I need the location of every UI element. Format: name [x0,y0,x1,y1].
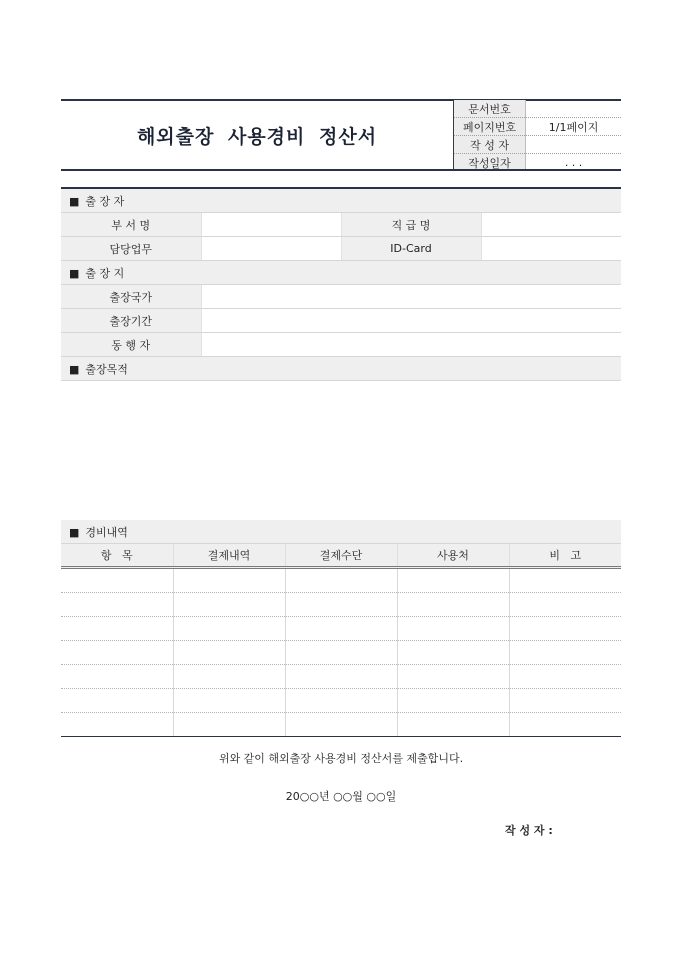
author-value[interactable] [526,136,621,154]
expense-cell[interactable] [173,665,285,689]
date-label: 작성일자 [454,154,526,172]
expense-cell[interactable] [61,665,173,689]
table-row [61,593,621,617]
submission-date[interactable]: 20○○년 ○○월 ○○일 [285,790,397,803]
expense-section-header [61,520,621,544]
purpose-section-header [61,357,621,381]
table-row [61,689,621,713]
expense-cell[interactable] [173,689,285,713]
companion-label: 동 행 자 [61,333,201,357]
column-header-item: 항 목 [61,544,173,568]
document-title: 해외출장 사용경비 정산서 [136,125,378,148]
traveler-section-header [61,189,621,213]
section-square-icon: ■ [69,362,80,376]
expense-cell[interactable] [285,713,397,737]
section-square-icon: ■ [69,525,80,539]
meta-row-page-number [454,118,622,136]
idcard-field[interactable] [481,237,621,261]
duty-field[interactable] [201,237,341,261]
author-label: 작 성 자 [454,136,526,154]
column-header-remarks: 비 고 [509,544,621,568]
expense-cell[interactable] [509,593,621,617]
table-row [61,665,621,689]
period-field[interactable] [201,309,621,333]
traveler-row-1 [61,213,621,237]
expense-cell[interactable] [397,665,509,689]
expense-cell[interactable] [61,593,173,617]
document-meta-table [453,100,621,171]
expense-cell[interactable] [285,641,397,665]
meta-row-author [454,136,622,154]
rank-field[interactable] [481,213,621,237]
expense-cell[interactable] [285,568,397,593]
period-label: 출장기간 [61,309,201,333]
expense-cell[interactable] [61,568,173,593]
expense-cell[interactable] [509,713,621,737]
period-row [61,309,621,333]
expense-cell[interactable] [397,689,509,713]
expense-column-header-row [61,544,621,568]
header-bottom-rule [61,169,621,171]
expense-cell[interactable] [61,641,173,665]
purpose-text-area[interactable] [61,383,621,520]
writer-signature-label: 작 성 자 : [505,824,553,837]
expense-cell[interactable] [397,713,509,737]
expense-cell[interactable] [509,641,621,665]
purpose-section-row [61,357,621,381]
destination-section-row [61,261,621,285]
trip-info-table [61,189,621,381]
country-row [61,285,621,309]
country-field[interactable] [201,285,621,309]
dept-label: 부 서 명 [61,213,201,237]
section-square-icon: ■ [69,266,80,280]
doc-number-label: 문서번호 [454,100,526,118]
table-row [61,617,621,641]
column-header-place: 사용처 [397,544,509,568]
expense-cell[interactable] [61,689,173,713]
table-row [61,713,621,737]
expense-cell[interactable] [509,689,621,713]
doc-number-value[interactable] [526,100,621,118]
destination-section-header [61,261,621,285]
traveler-section-row [61,189,621,213]
expense-cell[interactable] [173,593,285,617]
section-square-icon: ■ [69,194,80,208]
table-row [61,568,621,593]
companion-field[interactable] [201,333,621,357]
page-number-label: 페이지번호 [454,118,526,136]
expense-cell[interactable] [509,568,621,593]
meta-row-doc-number [454,100,622,118]
expense-cell[interactable] [509,617,621,641]
expense-cell[interactable] [509,665,621,689]
expense-cell[interactable] [61,713,173,737]
column-header-payment-method: 결제수단 [285,544,397,568]
date-value[interactable]: . . . [564,156,583,169]
traveler-row-2 [61,237,621,261]
dept-field[interactable] [201,213,341,237]
expense-cell[interactable] [285,593,397,617]
purpose-section-label: 출장목적 [85,362,128,376]
page-number-value: 1/1페이지 [526,118,621,136]
companion-row [61,333,621,357]
submission-statement: 위와 같이 해외출장 사용경비 정산서를 제출합니다. [218,752,464,765]
column-header-payment-detail: 결제내역 [173,544,285,568]
expense-cell[interactable] [285,617,397,641]
expense-cell[interactable] [173,641,285,665]
table-row [61,641,621,665]
expense-cell[interactable] [397,593,509,617]
expense-section-row [61,520,621,544]
expense-cell[interactable] [61,617,173,641]
country-label: 출장국가 [61,285,201,309]
traveler-section-label: 출 장 자 [85,194,125,208]
expense-cell[interactable] [285,665,397,689]
idcard-label: ID-Card [341,237,481,261]
rank-label: 직 급 명 [341,213,481,237]
expense-cell[interactable] [173,713,285,737]
duty-label: 담당업무 [61,237,201,261]
expense-cell[interactable] [285,689,397,713]
expense-cell[interactable] [397,617,509,641]
expense-cell[interactable] [173,617,285,641]
expense-section-label: 경비내역 [85,525,128,539]
destination-section-label: 출 장 지 [85,266,125,280]
expense-table [61,520,621,737]
expense-cell[interactable] [397,568,509,593]
expense-cell[interactable] [173,568,285,593]
expense-cell[interactable] [397,641,509,665]
